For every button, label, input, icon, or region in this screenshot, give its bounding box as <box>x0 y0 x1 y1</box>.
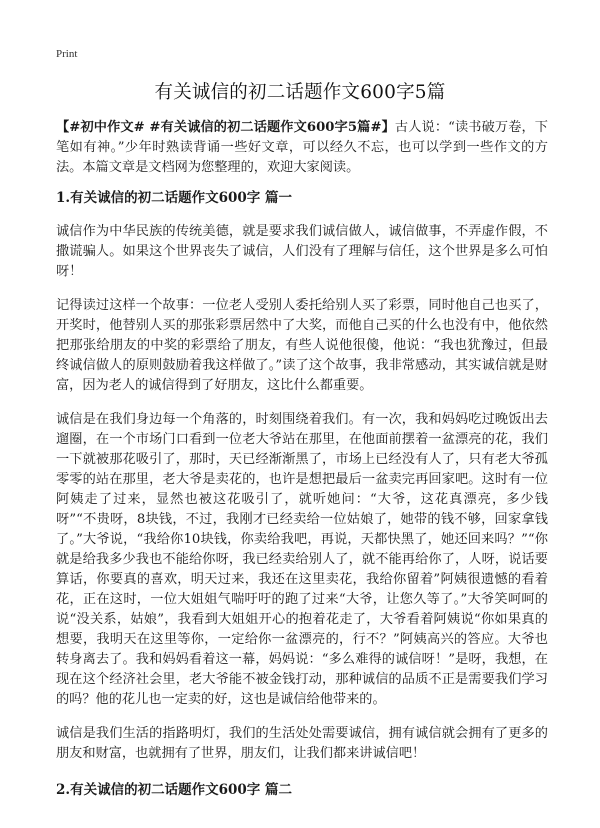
intro-tags: 【#初中作文# #有关诚信的初二话题作文600字5篇#】 <box>56 120 395 135</box>
intro-paragraph <box>56 118 548 178</box>
section-1-paragraph-1: 诚信作为中华民族的传统美德，就是要求我们诚信做人，诚信做事，不弄虚作假，不撒谎骗人。如果这个世界丧失了诚信，人们没有了理解与信任，这个世界是多么可怕呀！ <box>56 224 548 279</box>
article-body <box>56 118 548 814</box>
section-1-paragraph-2: 记得读过这样一个故事：一位老人受别人委托给别人买了彩票，同时他自己也买了，开奖时，他替别人买的那张彩票居然中了大奖，而他自己买的什么也没有中，他依然把那张给朋友的中奖的彩票给了朋友，有些人说他很傻，他说：“我也犹豫过，但最终诚信做人的原则鼓励着我这样做了。”读了这个故事，我非常感动，其实诚信就是财富，因为老人的诚信得到了好朋友，这比什么都重要。 <box>56 298 548 393</box>
page-title: 有关诚信的初二话题作文600字5篇 <box>154 82 446 103</box>
print-link[interactable]: Print <box>56 48 78 60</box>
section-heading-1: 1.有关诚信的初二话题作文600字 篇一 <box>56 190 292 206</box>
section-heading-2: 2.有关诚信的初二话题作文600字 篇二 <box>56 782 292 798</box>
intro-text: 古人说：“读书破万卷，下笔如有神。”少年时熟读背诵一些好文章，可以经久不忘，也可以学到一些作文的方法。本篇文章是文档网为您整理的，欢迎大家阅读。 <box>56 120 548 175</box>
section-1-paragraph-3: 诚信是在我们身边每一个角落的，时刻围绕着我们。有一次，我和妈妈吃过晚饭出去遛圈，在一个市场门口看到一位老大爷站在那里，在他面前摆着一盆漂亮的花，我们一下就被那花吸引了，那时，天已经渐渐黑了，市场上已经没有人了，只有老大爷孤零零的站在那里，老大爷是卖花的，也许是想把最后一盆卖完再回家吧。这时有一位阿姨走了过来，显然也被这花吸引了，就听她问：“大爷，这花真漂亮，多少钱呀”“不贵呀，8块钱，不过，我刚才已经卖给一位姑娘了，她带的钱不够，回家拿钱了。”大爷说，“我给你10块钱，你卖给我吧，再说，天都快黑了，她还回来吗？”“你就是给我多少我也不能给你呀，我已经卖给别人了，就不能再给你了，人呀，说话要算话，你要真的喜欢，明天过来，我还在这里卖花，我给你留着”阿姨很遗憾的看着花，正在这时，一位大姐姐气喘吁吁的跑了过来“大爷，让您久等了。”大爷笑呵呵的说“没关系，姑娘”，我看到大姐姐开心的抱着花走了，大爷看着阿姨说“你如果真的想要，我明天在这里等你，一定给你一盆漂亮的，行不？”阿姨高兴的答应。大爷也转身离去了。我和妈妈看着这一幕，妈妈说：“多么难得的诚信呀！”是呀，我想，在现在这个经济社会里，老大爷能不被金钱打动，那种诚信的品质不正是需要我们学习的吗？他的花儿也一定卖的好，这也是诚信给他带来的。 <box>56 412 548 707</box>
section-1-paragraph-4: 诚信是我们生活的指路明灯，我们的生活处处需要诚信，拥有诚信就会拥有了更多的朋友和财富，也就拥有了世界，朋友们，让我们都来讲诚信吧！ <box>56 726 548 761</box>
